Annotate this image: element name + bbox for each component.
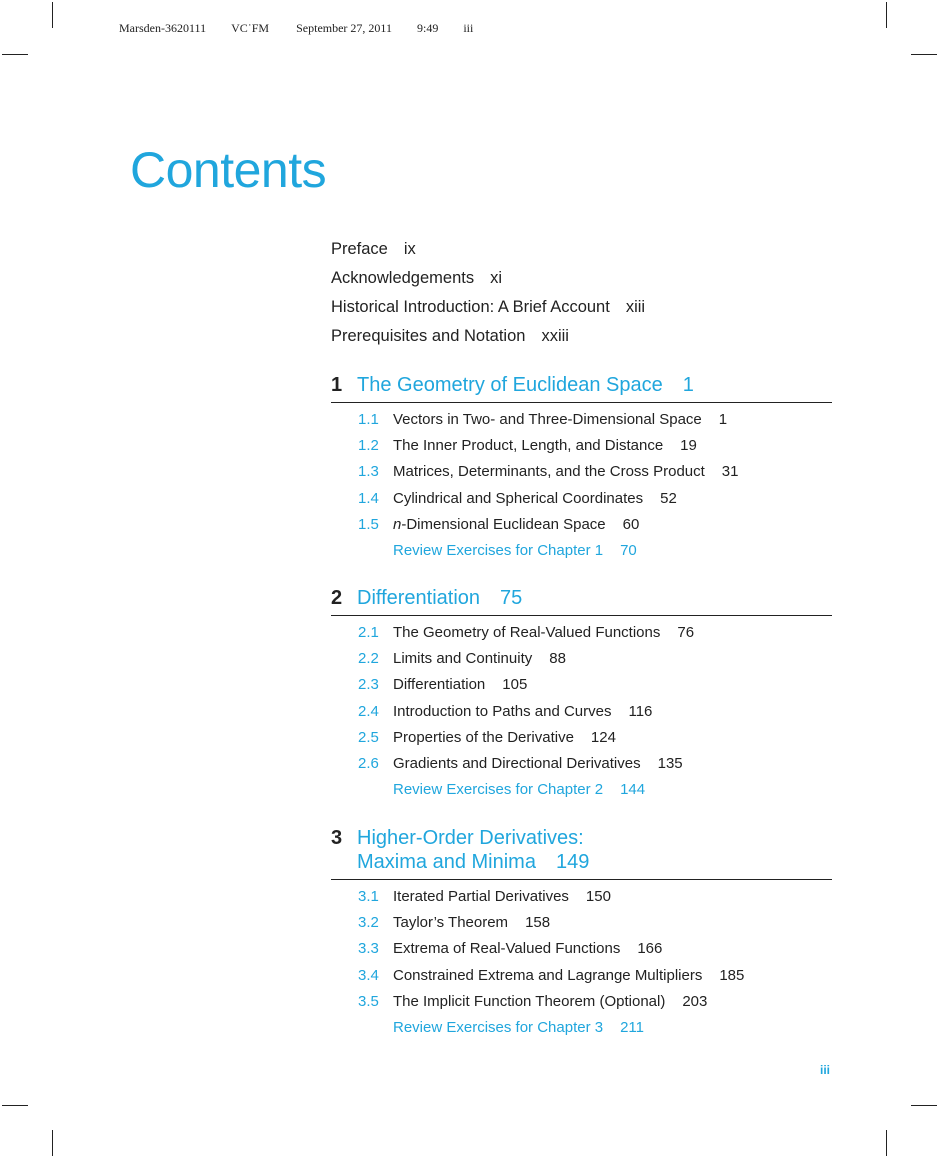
chapter-number: 3 [331, 827, 343, 849]
toc-section[interactable] [331, 463, 832, 489]
chapter-number: 2 [331, 587, 343, 609]
section-page: 166 [637, 940, 663, 958]
section-page: 135 [657, 754, 683, 772]
toc-section[interactable] [331, 411, 832, 437]
section-title: The Inner Product, Length, and Distance [393, 437, 664, 455]
chapter-page: 75 [500, 587, 523, 609]
review-title: Review Exercises for Chapter 1 [393, 541, 604, 559]
chapter-title-line1: Higher-Order Derivatives: [357, 827, 584, 849]
section-page: 105 [502, 676, 528, 694]
toc-section[interactable] [331, 676, 832, 702]
section-page: 150 [585, 888, 611, 905]
review-title: Review Exercises for Chapter 3 [393, 1018, 604, 1036]
header-code: Marsden-3620111 [119, 21, 207, 35]
crop-mark [2, 1105, 28, 1106]
crop-mark [886, 1130, 887, 1156]
section-page: 1 [718, 411, 728, 428]
section-number: 2.3 [358, 676, 379, 694]
header-page: iii [463, 21, 474, 35]
review-page: 70 [620, 541, 637, 559]
chapter-title: Differentiation 75 [357, 587, 523, 609]
section-page: 60 [622, 515, 640, 533]
entry-title: Prerequisites and Notation [331, 327, 526, 345]
section-page: 124 [590, 728, 616, 746]
section-title: Iterated Partial Derivatives [393, 888, 569, 905]
toc-review-exercises[interactable] [331, 1019, 832, 1045]
chapter-rule [331, 879, 832, 880]
toc-section[interactable] [331, 650, 832, 676]
section-number: 1.4 [358, 489, 379, 507]
toc-section[interactable] [331, 914, 832, 940]
entry-page: xxiii [541, 327, 569, 345]
section-page: 185 [719, 966, 745, 984]
section-number: 1.1 [358, 411, 379, 428]
section-number: 1.2 [358, 437, 379, 455]
header-date: September 27, 2011 [296, 21, 392, 35]
chapter-heading[interactable] [331, 373, 832, 397]
chapter-rule [331, 615, 832, 616]
toc-section[interactable] [331, 490, 832, 516]
crop-mark [911, 54, 937, 55]
section-title: Differentiation [393, 676, 486, 694]
section-number: 3.5 [358, 992, 379, 1010]
page-folio: iii [820, 1063, 831, 1077]
toc-section[interactable] [331, 967, 832, 993]
toc-section[interactable] [331, 624, 832, 650]
toc-section[interactable] [331, 993, 832, 1019]
section-page: 76 [677, 624, 695, 641]
header-time: 9:49 [416, 21, 439, 35]
toc-section[interactable] [331, 888, 832, 914]
page-title: Contents [130, 142, 327, 198]
crop-mark [52, 2, 53, 28]
section-page: 158 [525, 914, 551, 932]
crop-mark [2, 54, 28, 55]
section-title: Limits and Continuity [393, 650, 533, 668]
section-number: 2.4 [358, 702, 379, 720]
section-number: 3.4 [358, 966, 379, 984]
chapter-heading[interactable] [331, 826, 832, 874]
chapter-page: 1 [682, 374, 694, 396]
section-title: Vectors in Two- and Three-Dimensional Space [393, 411, 702, 428]
toc-entry-acknowledgements[interactable] [331, 267, 645, 296]
header-section: VC˙FM [231, 21, 270, 35]
crop-mark [886, 2, 887, 28]
chapter-1 [331, 373, 832, 568]
toc-section[interactable] [331, 516, 832, 542]
section-title: Constrained Extrema and Lagrange Multipliers [393, 966, 703, 984]
toc-entry-prerequisites[interactable] [331, 325, 645, 354]
chapter-page: 149 [555, 851, 590, 873]
entry-page: ix [403, 240, 416, 258]
section-title: Matrices, Determinants, and the Cross Product [393, 463, 705, 481]
section-title: Gradients and Directional Derivatives [393, 754, 641, 772]
chapter-rule [331, 402, 832, 403]
running-header [119, 21, 473, 36]
toc-section[interactable] [331, 437, 832, 463]
entry-title: Preface [331, 240, 388, 258]
section-number: 2.6 [358, 754, 379, 772]
toc-section[interactable] [331, 755, 832, 781]
chapter-title: The Geometry of Euclidean Space 1 [357, 374, 694, 396]
toc-entry-preface[interactable] [331, 238, 645, 267]
section-page: 116 [628, 702, 653, 720]
crop-mark [52, 1130, 53, 1156]
section-number: 3.2 [358, 914, 379, 932]
crop-mark [911, 1105, 937, 1106]
front-matter-list [331, 238, 645, 354]
section-title: Extrema of Real-Valued Functions [393, 940, 621, 958]
section-page: 31 [721, 463, 739, 481]
toc-review-exercises[interactable] [331, 542, 832, 568]
section-title: Cylindrical and Spherical Coordinates [393, 489, 644, 507]
section-number: 2.1 [358, 624, 379, 641]
toc-entry-historical-introduction[interactable] [331, 296, 645, 325]
review-page: 211 [620, 1018, 645, 1036]
section-title-italic: n [393, 515, 402, 533]
entry-page: xiii [625, 298, 646, 316]
section-page: 203 [682, 992, 708, 1010]
entry-page: xi [490, 269, 502, 287]
section-title: Introduction to Paths and Curves [393, 702, 612, 720]
section-page: 52 [660, 489, 677, 507]
chapter-2 [331, 586, 832, 807]
section-number: 2.2 [358, 650, 379, 668]
section-page: 88 [549, 650, 566, 668]
toc-section[interactable] [331, 703, 832, 729]
toc-section[interactable] [331, 729, 832, 755]
section-page: 19 [680, 437, 697, 455]
section-number: 1.5 [358, 515, 379, 533]
toc-review-exercises[interactable] [331, 781, 832, 807]
section-number: 3.3 [358, 940, 379, 958]
section-number: 1.3 [358, 463, 379, 481]
section-title: Properties of the Derivative [393, 728, 574, 746]
chapter-title: Higher-Order Derivatives: Maxima and Minima 149 [357, 827, 590, 873]
section-number: 3.1 [358, 888, 379, 905]
entry-title: Acknowledgements [331, 269, 475, 287]
review-title: Review Exercises for Chapter 2 [393, 781, 604, 799]
toc-section[interactable] [331, 940, 832, 966]
section-number: 2.5 [358, 728, 379, 746]
section-title: Taylor’s Theorem [393, 914, 509, 932]
chapter-3 [331, 826, 832, 1045]
section-title: n-Dimensional Euclidean Space [393, 515, 606, 533]
section-title: The Implicit Function Theorem (Optional) [393, 992, 666, 1010]
section-title: The Geometry of Real-Valued Functions [393, 624, 661, 641]
review-page: 144 [620, 781, 646, 799]
chapter-number: 1 [331, 374, 343, 396]
entry-title: Historical Introduction: A Brief Account [331, 298, 610, 316]
chapter-heading[interactable] [331, 586, 832, 610]
